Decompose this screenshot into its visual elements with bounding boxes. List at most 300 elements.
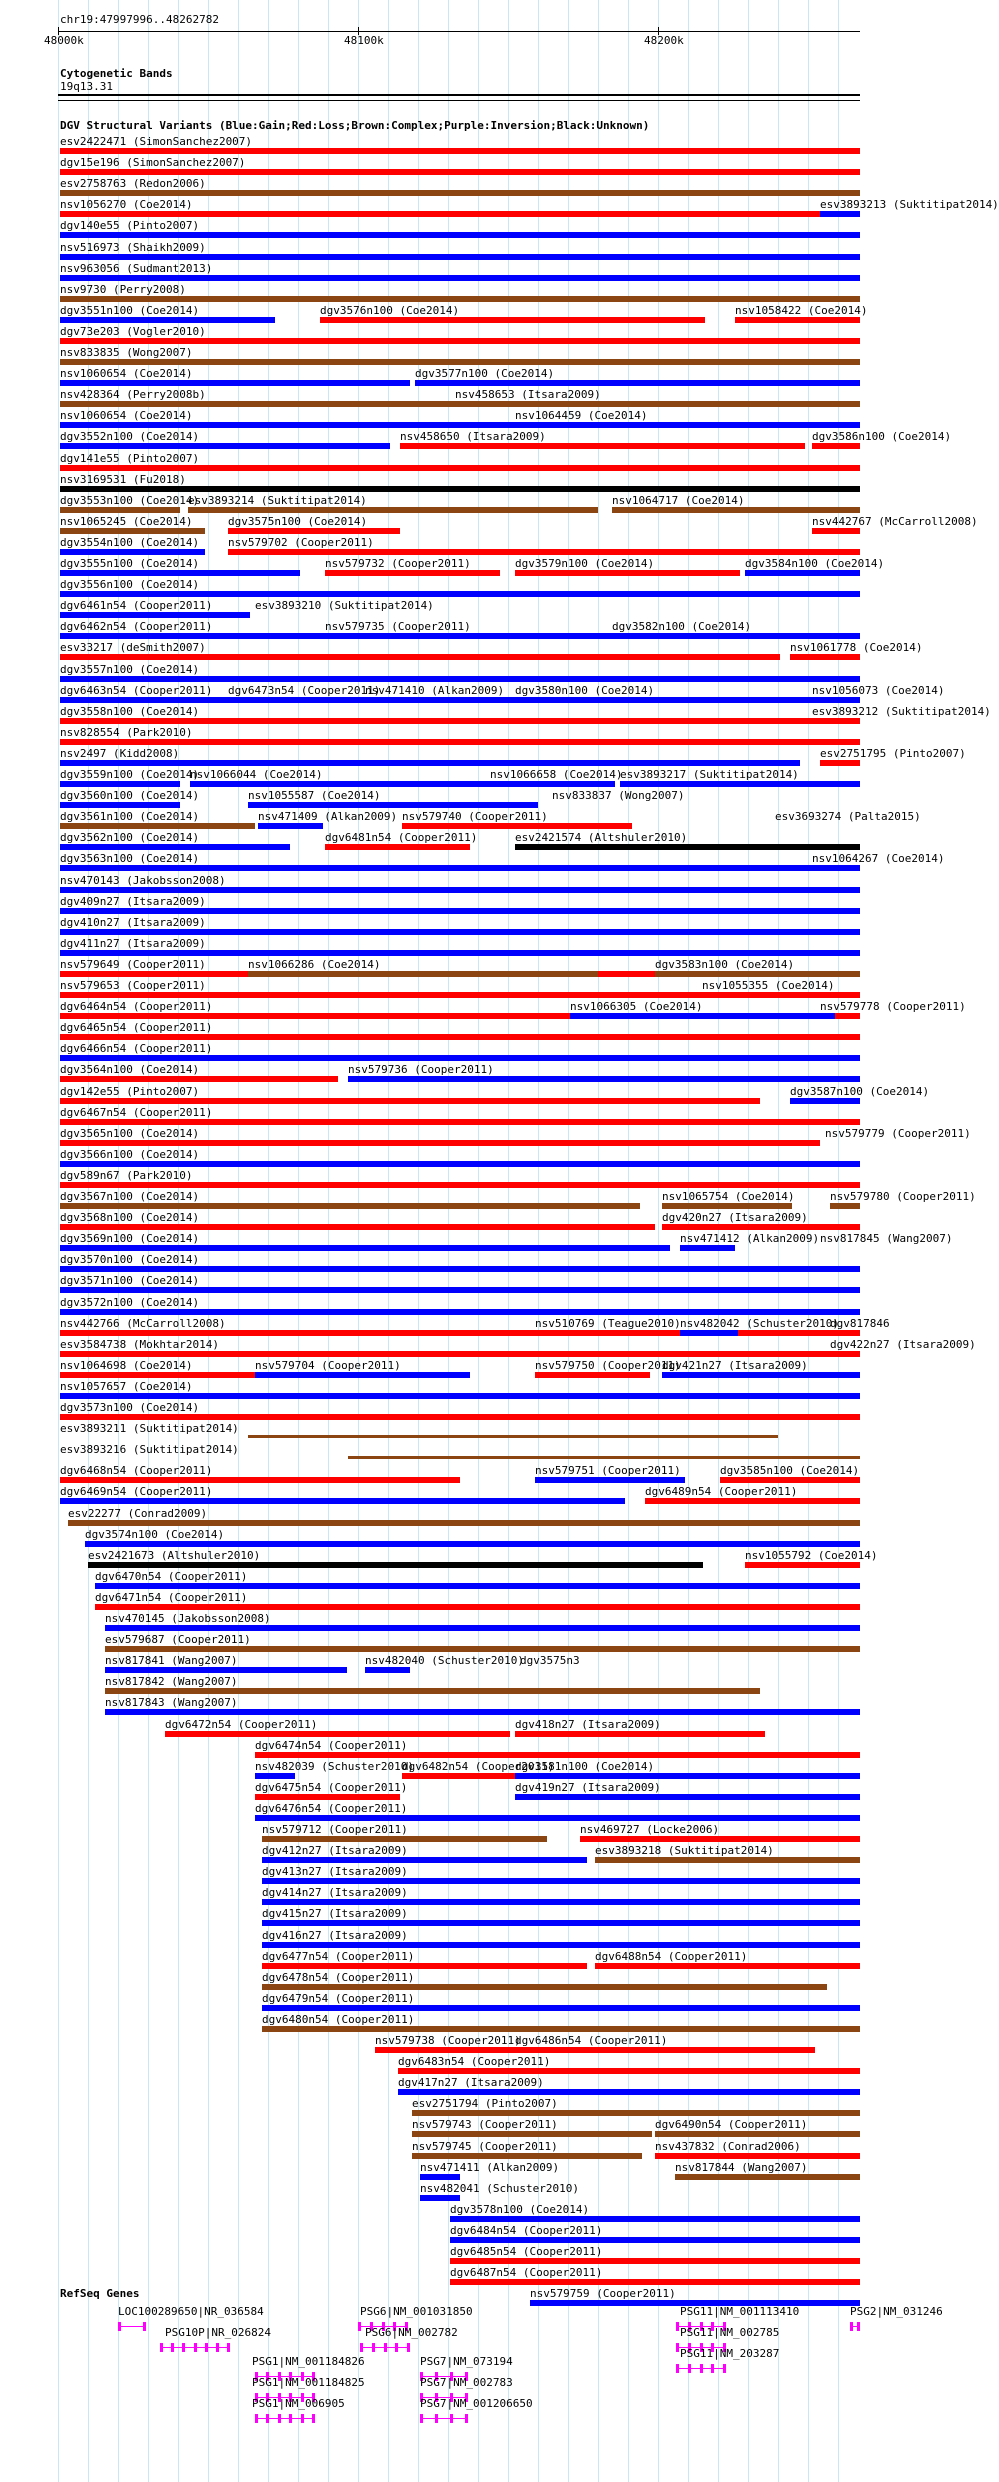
variant-label: dgv140e55 (Pinto2007) <box>60 219 200 232</box>
variant-bar[interactable] <box>262 2026 860 2032</box>
variant-bar[interactable] <box>228 549 860 555</box>
variant-label: nsv1064459 (Coe2014) <box>515 409 648 422</box>
variant-bar[interactable] <box>655 2153 860 2159</box>
variant-label: dgv6465n54 (Cooper2011) <box>60 1021 213 1034</box>
variant-bar[interactable] <box>95 1604 860 1610</box>
variant-label: nsv482041 (Schuster2010) <box>420 2182 579 2195</box>
variant-bar[interactable] <box>595 1963 860 1969</box>
variant-label: nsv1065754 (Coe2014) <box>662 1190 795 1203</box>
variant-label: dgv6489n54 (Cooper2011) <box>645 1485 798 1498</box>
gene-exon <box>857 2322 860 2331</box>
variant-bar[interactable] <box>450 2237 860 2243</box>
variant-bar[interactable] <box>412 2131 652 2137</box>
variant-bar[interactable] <box>60 443 390 449</box>
variant-bar[interactable] <box>60 1245 670 1251</box>
variant-label: nsv482040 (Schuster2010) <box>365 1654 524 1667</box>
variant-label: esv3893210 (Suktitipat2014) <box>255 599 434 612</box>
variant-label: nsv3169531 (Fu2018) <box>60 473 186 486</box>
variant-bar[interactable] <box>60 612 250 618</box>
variant-bar[interactable] <box>515 1731 765 1737</box>
variant-bar[interactable] <box>85 1541 860 1547</box>
variant-bar[interactable] <box>60 1161 860 1167</box>
gene-exon <box>384 2343 387 2352</box>
variant-label: dgv3575n100 (Coe2014) <box>228 515 368 528</box>
variant-bar[interactable] <box>535 1372 650 1378</box>
variant-bar[interactable] <box>60 1203 640 1209</box>
variant-label: nsv833835 (Wong2007) <box>60 346 193 359</box>
variant-bar[interactable] <box>165 1731 510 1737</box>
variant-bar[interactable] <box>745 1562 860 1568</box>
gene-exon <box>372 2343 375 2352</box>
variant-bar[interactable] <box>262 1878 860 1884</box>
variant-label: nsv470143 (Jakobsson2008) <box>60 874 226 887</box>
variant-bar[interactable] <box>60 929 860 935</box>
variant-bar[interactable] <box>60 1287 860 1293</box>
variant-bar[interactable] <box>535 1477 685 1483</box>
variant-label: dgv3586n100 (Coe2014) <box>812 430 952 443</box>
variant-label: dgv3562n100 (Coe2014) <box>60 831 200 844</box>
variant-bar[interactable] <box>60 380 410 386</box>
variant-bar[interactable] <box>662 1203 792 1209</box>
variant-bar[interactable] <box>255 1372 470 1378</box>
variant-label: dgv3565n100 (Coe2014) <box>60 1127 200 1140</box>
variant-label: nsv579736 (Cooper2011) <box>348 1063 494 1076</box>
variant-bar[interactable] <box>60 232 860 238</box>
variant-bar[interactable] <box>60 1309 860 1315</box>
variant-bar[interactable] <box>612 507 860 513</box>
variant-label: esv2758763 (Redon2006) <box>60 177 206 190</box>
gene-exon <box>358 2322 361 2331</box>
variant-bar[interactable] <box>735 317 860 323</box>
variant-bar[interactable] <box>60 633 860 639</box>
variant-label: dgv417n27 (Itsara2009) <box>398 2076 544 2089</box>
gene-label: PSG6|NM_001031850 <box>360 2305 473 2318</box>
variant-bar[interactable] <box>105 1625 860 1631</box>
variant-label: dgv142e55 (Pinto2007) <box>60 1085 200 1098</box>
variant-label: dgv3571n100 (Coe2014) <box>60 1274 200 1287</box>
variant-label: dgv589n67 (Park2010) <box>60 1169 193 1182</box>
variant-bar[interactable] <box>320 317 705 323</box>
variant-label: nsv482039 (Schuster2010) <box>255 1760 414 1773</box>
variant-label: dgv6485n54 (Cooper2011) <box>450 2245 603 2258</box>
gene-exon <box>407 2343 410 2352</box>
variant-bar[interactable] <box>400 443 805 449</box>
variant-label: dgv3566n100 (Coe2014) <box>60 1148 200 1161</box>
gene-exon <box>255 2414 258 2423</box>
variant-label: nsv1055355 (Coe2014) <box>702 979 835 992</box>
variant-bar[interactable] <box>662 1224 860 1230</box>
variant-bar[interactable] <box>60 887 860 893</box>
variant-bar[interactable] <box>420 2174 460 2180</box>
gene-exon <box>301 2414 304 2423</box>
variant-bar[interactable] <box>655 2131 860 2137</box>
gene-exon <box>216 2343 219 2352</box>
variant-bar[interactable] <box>820 760 860 766</box>
gene-model[interactable] <box>420 2418 468 2419</box>
variant-label: esv3893213 (Suktitipat2014) <box>820 198 999 211</box>
gene-exon <box>266 2414 269 2423</box>
variant-label: dgv3555n100 (Coe2014) <box>60 557 200 570</box>
position-label: chr19:47997996..48262782 <box>60 13 219 26</box>
variant-label: dgv73e203 (Vogler2010) <box>60 325 206 338</box>
variant-label: esv3693274 (Palta2015) <box>775 810 921 823</box>
variant-bar[interactable] <box>60 1119 860 1125</box>
variant-bar[interactable] <box>60 865 860 871</box>
variant-label: nsv471412 (Alkan2009) <box>680 1232 820 1245</box>
variant-bar[interactable] <box>60 1140 820 1146</box>
variant-label: dgv3577n100 (Coe2014) <box>415 367 555 380</box>
variant-bar[interactable] <box>105 1646 860 1652</box>
variant-label: dgv3557n100 (Coe2014) <box>60 663 200 676</box>
variant-bar[interactable] <box>60 1330 860 1336</box>
variant-bar[interactable] <box>745 570 860 576</box>
variant-label: dgv6468n54 (Cooper2011) <box>60 1464 213 1477</box>
variant-bar[interactable] <box>60 1055 860 1061</box>
variant-bar[interactable] <box>105 1688 760 1694</box>
variant-label: nsv579778 (Cooper2011) <box>820 1000 966 1013</box>
variant-bar[interactable] <box>812 528 860 534</box>
gene-exon <box>143 2322 146 2331</box>
variant-label: dgv3560n100 (Coe2014) <box>60 789 200 802</box>
gene-label: PSG7|NM_001206650 <box>420 2397 533 2410</box>
variant-bar[interactable] <box>420 2195 460 2201</box>
variant-bar[interactable] <box>60 950 860 956</box>
variant-bar[interactable] <box>60 697 860 703</box>
gene-exon <box>688 2364 691 2373</box>
variant-bar[interactable] <box>398 2089 860 2095</box>
variant-label: nsv579740 (Cooper2011) <box>402 810 548 823</box>
variant-label: dgv6479n54 (Cooper2011) <box>262 1992 415 2005</box>
variant-bar[interactable] <box>375 2047 515 2053</box>
variant-label: dgv3576n100 (Coe2014) <box>320 304 460 317</box>
variant-bar[interactable] <box>570 1013 835 1019</box>
variant-bar[interactable] <box>398 2068 860 2074</box>
variant-label: nsv1060654 (Coe2014) <box>60 367 193 380</box>
dgv-track-title: DGV Structural Variants (Blue:Gain;Red:Loss;Brown:Complex;Purple:Inversion;Black:Unknown) <box>60 119 650 132</box>
variant-label: dgv3558n100 (Coe2014) <box>60 705 200 718</box>
variant-label: dgv422n27 (Itsara2009) <box>830 1338 976 1351</box>
variant-bar[interactable] <box>60 781 180 787</box>
variant-bar[interactable] <box>348 1076 860 1082</box>
track-divider <box>58 100 860 101</box>
variant-bar[interactable] <box>60 422 860 428</box>
variant-label: dgv3574n100 (Coe2014) <box>85 1528 225 1541</box>
gene-model[interactable] <box>255 2418 315 2419</box>
variant-bar[interactable] <box>662 1372 860 1378</box>
variant-bar[interactable] <box>60 211 820 217</box>
variant-label: nsv482042 (Schuster2010) <box>680 1317 839 1330</box>
variant-bar[interactable] <box>680 1330 738 1336</box>
variant-bar[interactable] <box>60 654 780 660</box>
variant-bar[interactable] <box>60 908 860 914</box>
variant-label: esv33217 (deSmith2007) <box>60 641 206 654</box>
variant-label: nsv516973 (Shaikh2009) <box>60 241 206 254</box>
variant-label: nsv579743 (Cooper2011) <box>412 2118 558 2131</box>
variant-label: dgv6486n54 (Cooper2011) <box>515 2034 668 2047</box>
variant-bar[interactable] <box>60 528 205 534</box>
variant-bar[interactable] <box>365 1667 410 1673</box>
variant-label: dgv6463n54 (Cooper2011) <box>60 684 213 697</box>
variant-bar[interactable] <box>680 1245 735 1251</box>
gene-exon <box>289 2414 292 2423</box>
variant-bar[interactable] <box>60 1372 255 1378</box>
variant-bar[interactable] <box>790 654 860 660</box>
variant-label: dgv411n27 (Itsara2009) <box>60 937 206 950</box>
grid-line <box>358 0 359 2482</box>
variant-bar[interactable] <box>720 1477 860 1483</box>
variant-label: nsv579759 (Cooper2011) <box>530 2287 676 2300</box>
variant-label: esv579687 (Cooper2011) <box>105 1633 251 1646</box>
variant-bar[interactable] <box>60 275 860 281</box>
gene-exon <box>711 2364 714 2373</box>
variant-bar[interactable] <box>60 1034 860 1040</box>
variant-bar[interactable] <box>255 1752 860 1758</box>
gene-label: PSG11|NM_002785 <box>680 2326 780 2339</box>
variant-label: nsv510769 (Teague2010) <box>535 1317 681 1330</box>
variant-bar[interactable] <box>820 211 860 217</box>
variant-bar[interactable] <box>645 1498 860 1504</box>
variant-label: nsv963056 (Sudmant2013) <box>60 262 213 275</box>
variant-bar[interactable] <box>255 1815 860 1821</box>
variant-label: nsv1065245 (Coe2014) <box>60 515 193 528</box>
variant-label: esv3893217 (Suktitipat2014) <box>620 768 799 781</box>
variant-bar[interactable] <box>450 2279 860 2285</box>
variant-label: nsv828554 (Park2010) <box>60 726 193 739</box>
variant-bar[interactable] <box>60 760 800 766</box>
variant-bar[interactable] <box>60 359 860 365</box>
variant-bar[interactable] <box>655 971 860 977</box>
variant-bar[interactable] <box>60 1076 338 1082</box>
variant-label: dgv3556n100 (Coe2014) <box>60 578 200 591</box>
variant-bar[interactable] <box>790 1098 860 1104</box>
variant-bar[interactable] <box>60 507 180 513</box>
gene-label: PSG1|NM_001184826 <box>252 2355 365 2368</box>
variant-bar[interactable] <box>830 1203 860 1209</box>
variant-label: dgv3584n100 (Coe2014) <box>745 557 885 570</box>
variant-bar[interactable] <box>68 1520 860 1526</box>
variant-bar[interactable] <box>255 1794 400 1800</box>
variant-label: nsv471409 (Alkan2009) <box>258 810 398 823</box>
variant-bar[interactable] <box>60 676 860 682</box>
variant-label: dgv3553n100 (Coe2014) <box>60 494 200 507</box>
variant-bar[interactable] <box>515 570 740 576</box>
variant-bar[interactable] <box>262 1942 860 1948</box>
variant-bar[interactable] <box>262 1899 860 1905</box>
variant-bar[interactable] <box>60 1414 860 1420</box>
variant-label: dgv414n27 (Itsara2009) <box>262 1886 408 1899</box>
gene-exon <box>360 2343 363 2352</box>
variant-bar[interactable] <box>248 802 538 808</box>
variant-label: dgv410n27 (Itsara2009) <box>60 916 206 929</box>
variant-label: dgv6471n54 (Cooper2011) <box>95 1591 248 1604</box>
gene-label: PSG11|NM_203287 <box>680 2347 780 2360</box>
cytoband-label: 19q13.31 <box>60 80 113 93</box>
variant-bar[interactable] <box>325 570 500 576</box>
variant-bar[interactable] <box>60 1393 860 1399</box>
variant-label: nsv471411 (Alkan2009) <box>420 2161 560 2174</box>
variant-label: esv3893216 (Suktitipat2014) <box>60 1443 239 1456</box>
variant-bar[interactable] <box>402 823 632 829</box>
variant-bar[interactable] <box>515 844 860 850</box>
variant-label: dgv6466n54 (Cooper2011) <box>60 1042 213 1055</box>
variant-bar[interactable] <box>228 528 400 534</box>
variant-bar[interactable] <box>262 1836 547 1842</box>
variant-bar[interactable] <box>515 1773 860 1779</box>
variant-label: dgv3563n100 (Coe2014) <box>60 852 200 865</box>
variant-bar[interactable] <box>60 338 860 344</box>
variant-label: nsv579712 (Cooper2011) <box>262 1823 408 1836</box>
variant-bar[interactable] <box>580 1836 860 1842</box>
variant-label: nsv579735 (Cooper2011) <box>325 620 471 633</box>
variant-bar[interactable] <box>60 254 860 260</box>
variant-bar[interactable] <box>60 718 860 724</box>
variant-bar[interactable] <box>60 1224 655 1230</box>
variant-label: dgv3564n100 (Coe2014) <box>60 1063 200 1076</box>
variant-label: dgv416n27 (Itsara2009) <box>262 1929 408 1942</box>
variant-bar[interactable] <box>60 802 180 808</box>
gene-exon <box>312 2414 315 2423</box>
variant-bar[interactable] <box>262 1984 827 1990</box>
gene-exon <box>160 2343 163 2352</box>
variant-label: esv3893214 (Suktitipat2014) <box>188 494 367 507</box>
variant-label: dgv3579n100 (Coe2014) <box>515 557 655 570</box>
variant-bar[interactable] <box>60 823 255 829</box>
variant-bar[interactable] <box>60 296 860 302</box>
variant-bar[interactable] <box>60 148 860 154</box>
variant-bar[interactable] <box>515 2047 815 2053</box>
variant-bar[interactable] <box>402 1773 522 1779</box>
variant-label: nsv1056073 (Coe2014) <box>812 684 945 697</box>
variant-label: esv3893211 (Suktitipat2014) <box>60 1422 239 1435</box>
gene-exon <box>676 2364 679 2373</box>
variant-bar[interactable] <box>248 971 598 977</box>
variant-bar[interactable] <box>675 2174 860 2180</box>
variant-bar[interactable] <box>490 781 615 787</box>
variant-label: dgv3567n100 (Coe2014) <box>60 1190 200 1203</box>
variant-label: dgv6484n54 (Cooper2011) <box>450 2224 603 2237</box>
variant-bar[interactable] <box>248 1435 778 1438</box>
variant-bar[interactable] <box>60 190 860 196</box>
gene-exon <box>723 2364 726 2373</box>
variant-bar[interactable] <box>262 1963 587 1969</box>
variant-label: nsv442767 (McCarroll2008) <box>812 515 978 528</box>
variant-bar[interactable] <box>812 443 860 449</box>
variant-label: dgv412n27 (Itsara2009) <box>262 1844 408 1857</box>
variant-label: dgv6481n54 (Cooper2011) <box>325 831 478 844</box>
variant-bar[interactable] <box>620 781 860 787</box>
gene-model[interactable] <box>118 2326 146 2327</box>
variant-bar[interactable] <box>415 380 860 386</box>
variant-bar[interactable] <box>412 2153 642 2159</box>
variant-bar[interactable] <box>262 1920 860 1926</box>
variant-bar[interactable] <box>450 2216 860 2222</box>
variant-label: esv2751795 (Pinto2007) <box>820 747 966 760</box>
refseq-track-title: RefSeq Genes <box>60 2287 140 2300</box>
gene-label: PSG7|NM_073194 <box>420 2355 513 2368</box>
variant-bar[interactable] <box>60 1098 760 1104</box>
variant-label: dgv3559n100 (Coe2014) <box>60 768 200 781</box>
variant-label: dgv6461n54 (Cooper2011) <box>60 599 213 612</box>
gene-exon <box>420 2414 423 2423</box>
gene-exon <box>182 2343 185 2352</box>
variant-bar[interactable] <box>348 1456 860 1459</box>
variant-label: dgv6469n54 (Cooper2011) <box>60 1485 213 1498</box>
variant-bar[interactable] <box>190 781 490 787</box>
variant-label: nsv428364 (Perry2008b) <box>60 388 206 401</box>
variant-label: dgv421n27 (Itsara2009) <box>662 1359 808 1372</box>
variant-bar[interactable] <box>60 844 290 850</box>
variant-label: nsv1057657 (Coe2014) <box>60 1380 193 1393</box>
gene-exon <box>676 2343 679 2352</box>
variant-label: dgv6482n54 (Cooper2011) <box>402 1760 555 1773</box>
variant-bar[interactable] <box>95 1583 860 1589</box>
variant-label: dgv3570n100 (Coe2014) <box>60 1253 200 1266</box>
variant-bar[interactable] <box>105 1667 347 1673</box>
variant-bar[interactable] <box>412 2110 860 2116</box>
variant-label: dgv6483n54 (Cooper2011) <box>398 2055 551 2068</box>
variant-bar[interactable] <box>258 823 323 829</box>
variant-bar[interactable] <box>60 1477 460 1483</box>
variant-label: nsv2497 (Kidd2008) <box>60 747 180 760</box>
variant-bar[interactable] <box>88 1562 703 1568</box>
variant-bar[interactable] <box>60 992 860 998</box>
variant-label: dgv6477n54 (Cooper2011) <box>262 1950 415 1963</box>
grid-line <box>388 0 389 2482</box>
variant-label: nsv458650 (Itsara2009) <box>400 430 546 443</box>
variant-bar[interactable] <box>188 507 598 513</box>
gene-label: PSG7|NM_002783 <box>420 2376 513 2389</box>
variant-bar[interactable] <box>450 2258 860 2264</box>
variant-bar[interactable] <box>60 570 300 576</box>
variant-bar[interactable] <box>60 465 860 471</box>
variant-bar[interactable] <box>595 1857 860 1863</box>
gene-exon <box>850 2322 853 2331</box>
variant-bar[interactable] <box>325 844 470 850</box>
variant-bar[interactable] <box>535 1330 620 1336</box>
variant-bar[interactable] <box>60 317 275 323</box>
variant-label: dgv6474n54 (Cooper2011) <box>255 1739 408 1752</box>
cytoband-bar[interactable] <box>58 94 860 96</box>
variant-bar[interactable] <box>515 1794 860 1800</box>
variant-label: nsv579704 (Cooper2011) <box>255 1359 401 1372</box>
variant-label: nsv1060654 (Coe2014) <box>60 409 193 422</box>
variant-bar[interactable] <box>262 1857 587 1863</box>
variant-label: nsv1066658 (Coe2014) <box>490 768 623 781</box>
variant-bar[interactable] <box>60 1498 625 1504</box>
variant-bar[interactable] <box>262 2005 860 2011</box>
variant-label: esv2421673 (Altshuler2010) <box>88 1549 261 1562</box>
variant-label: dgv6472n54 (Cooper2011) <box>165 1718 318 1731</box>
variant-label: nsv1064267 (Coe2014) <box>812 852 945 865</box>
variant-bar[interactable] <box>60 739 860 745</box>
gene-exon <box>118 2322 121 2331</box>
variant-label: nsv817841 (Wang2007) <box>105 1654 238 1667</box>
variant-bar[interactable] <box>60 169 860 175</box>
variant-bar[interactable] <box>60 591 860 597</box>
variant-bar[interactable] <box>105 1709 860 1715</box>
gene-exon <box>700 2364 703 2373</box>
variant-bar[interactable] <box>60 1351 860 1357</box>
variant-bar[interactable] <box>60 401 860 407</box>
variant-bar[interactable] <box>60 1266 860 1272</box>
variant-bar[interactable] <box>255 1773 295 1779</box>
variant-bar[interactable] <box>60 1182 860 1188</box>
variant-bar[interactable] <box>60 486 860 492</box>
variant-label: dgv3580n100 (Coe2014) <box>515 684 655 697</box>
variant-bar[interactable] <box>60 549 205 555</box>
gene-label: PSG10P|NR_026824 <box>165 2326 271 2339</box>
grid-line <box>328 0 329 2482</box>
